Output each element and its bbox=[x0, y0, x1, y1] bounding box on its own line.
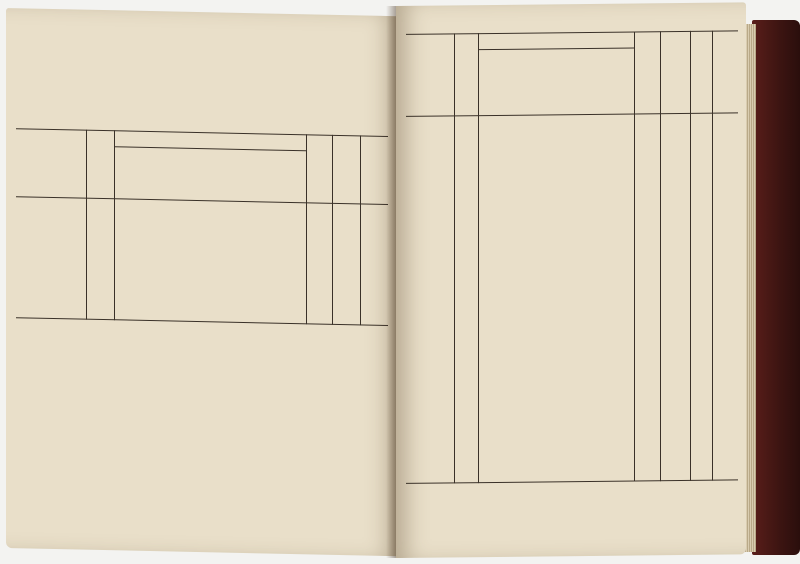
intro-text bbox=[22, 38, 374, 45]
left-data-table bbox=[16, 128, 388, 326]
right-page bbox=[396, 2, 746, 558]
right-data-table bbox=[406, 30, 738, 483]
left-page bbox=[6, 8, 398, 556]
book-cover bbox=[752, 20, 800, 555]
footnote-text bbox=[24, 332, 374, 339]
intro-paragraph bbox=[22, 38, 374, 45]
footnote-paragraph bbox=[24, 332, 374, 339]
